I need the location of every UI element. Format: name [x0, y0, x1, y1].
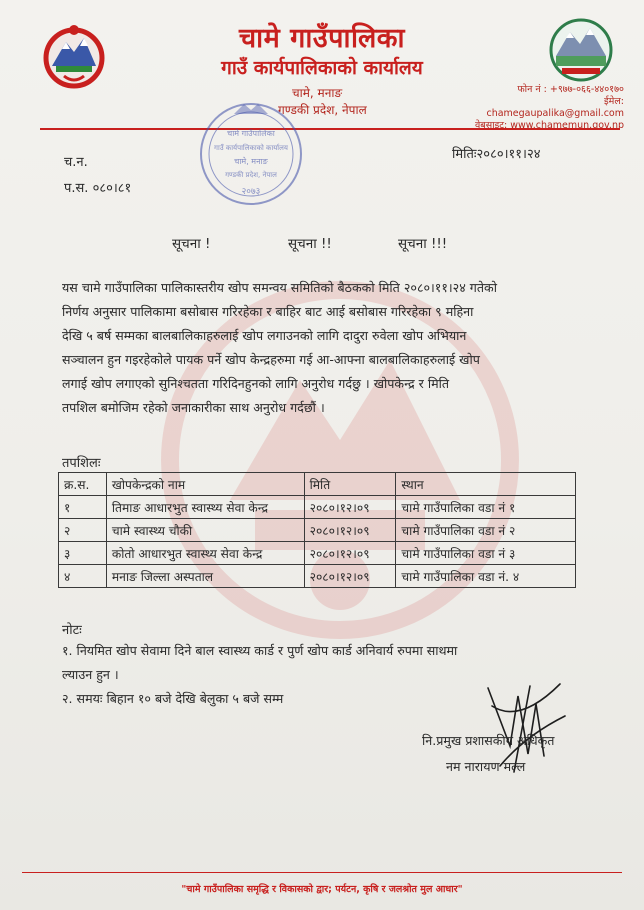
column-header-date: मिति	[304, 473, 396, 496]
date-cell: २०८०।१२।०९	[304, 565, 396, 588]
letter-date: मितिः२०८०।११।२४	[452, 147, 541, 162]
center-cell: कोतो आधारभुत स्वास्थ्य सेवा केन्द्र	[106, 542, 304, 565]
notes-heading: नोटः	[62, 623, 82, 638]
body-line: तपशिल बमोजिम रहेको जनाकारीका साथ अनुरोध गर्दछौं ।	[62, 400, 325, 415]
table-header-row	[59, 473, 576, 496]
stamp-line-4: गण्डकी प्रदेश, नेपाल	[225, 171, 277, 179]
location-cell: चामे गाउँपालिका वडा नं ३	[396, 542, 576, 565]
date-cell: २०८०।१२।०९	[304, 496, 396, 519]
body-line: यस चामे गाउँपालिका पालिकास्तरीय खोप समन्वय समितिको बैठकको मिति २०८०।११।२४ गतेको	[62, 280, 497, 295]
phone-number: फोन नं : +९७७-०६६-४४०१७०	[517, 84, 624, 95]
table-row	[59, 565, 576, 588]
office-title: गाउँ कार्यपालिकाको कार्यालय	[221, 57, 423, 79]
signatory-title: नि.प्रमुख प्रशासकीय अधिकृत	[422, 733, 555, 748]
location-cell: चामे गाउँपालिका वडा नं २	[396, 519, 576, 542]
municipality-title: चामे गाउँपालिका	[238, 23, 406, 54]
serial-cell: १	[59, 496, 107, 519]
center-cell: मनाङ जिल्ला अस्पताल	[106, 565, 304, 588]
header-divider	[40, 128, 620, 130]
notice-body	[62, 276, 582, 420]
location-cell: चामे गाउँपालिका वडा नं. ४	[396, 565, 576, 588]
note-2: २. समयः बिहान १० बजे देखि बेलुका ५ बजे सम्म	[62, 691, 284, 706]
table-row	[59, 542, 576, 565]
notice-heading-1: सूचना !	[172, 236, 211, 252]
chalani-number-label: च.न.	[64, 155, 88, 170]
body-line: निर्णय अनुसार पालिकामा बसोबास गरिरहेका र बाहिर बाट आई बसोबास गरिरहेका ९ महिना	[62, 304, 474, 319]
note-1-continued: ल्याउन हुन ।	[62, 667, 119, 682]
stamp-line-2: गाउँ कार्यपालिकाको कार्यालय	[214, 144, 288, 152]
body-line: देखि ५ बर्ष सम्मका बालबालिकाहरुलाई खोप लगाउनको लागि दादुरा रुवेला खोप अभियान	[62, 328, 467, 343]
date-cell: २०८०।१२।०९	[304, 519, 396, 542]
table-row	[59, 519, 576, 542]
body-line: सञ्चालन हुन गइरहेकोले पायक पर्ने खोप केन्द्रहरुमा गई आ-आफ्ना बालबालिकाहरुलाई खोप	[62, 352, 480, 367]
serial-cell: २	[59, 519, 107, 542]
notice-heading-3: सूचना !!!	[398, 236, 448, 252]
column-header-center: खोपकेन्द्रको नाम	[106, 473, 304, 496]
serial-cell: ४	[59, 565, 107, 588]
column-header-location: स्थान	[396, 473, 576, 496]
center-cell: चामे स्वास्थ्य चौकी	[106, 519, 304, 542]
address-line-1: चामे, मनाङ	[292, 86, 343, 100]
column-header-serial: क्र.स.	[59, 473, 107, 496]
footer-divider	[22, 872, 622, 873]
stamp-line-3: चामे, मनाङ	[234, 157, 268, 166]
footer-slogan: "चामे गाउँपालिका समृद्धि र विकासको द्वार; पर्यटन, कृषि र जलश्रोत मुल आधार"	[181, 884, 463, 895]
website-address: वेबसाइट: www.chamemun.gov.np	[475, 120, 624, 131]
serial-cell: ३	[59, 542, 107, 565]
patra-sankhya: प.स. ०८०।८१	[64, 181, 132, 196]
date-cell: २०८०।१२।०९	[304, 542, 396, 565]
schedule-label: तपशिलः	[62, 456, 101, 471]
notice-heading-2: सूचना !!	[288, 236, 332, 252]
table-row	[59, 496, 576, 519]
stamp-line-1: चामे गाउँपालिका	[227, 129, 275, 138]
body-line: लगाई खोप लगाएको सुनिश्चतता गरिदिनहुनको लागि अनुरोध गर्दछु । खोपकेन्द्र र मिति	[62, 376, 450, 391]
stamp-year: २०७३	[241, 187, 261, 197]
office-stamp	[196, 96, 306, 212]
contact-block	[464, 84, 624, 132]
location-cell: चामे गाउँपालिका वडा नं १	[396, 496, 576, 519]
note-1: १. नियमित खोप सेवामा दिने बाल स्वास्थ्य कार्ड र पुर्ण खोप कार्ड अनिवार्य रुपमा साथमा	[62, 643, 458, 658]
center-cell: तिमाङ आधारभुत स्वास्थ्य सेवा केन्द्र	[106, 496, 304, 519]
signatory-name: नम नारायण मल्ल	[446, 759, 526, 774]
vaccination-schedule-table	[58, 472, 576, 588]
address-line-2: गण्डकी प्रदेश, नेपाल	[278, 103, 367, 117]
email-address: ईमेल: chamegaupalika@gmail.com	[486, 96, 624, 119]
